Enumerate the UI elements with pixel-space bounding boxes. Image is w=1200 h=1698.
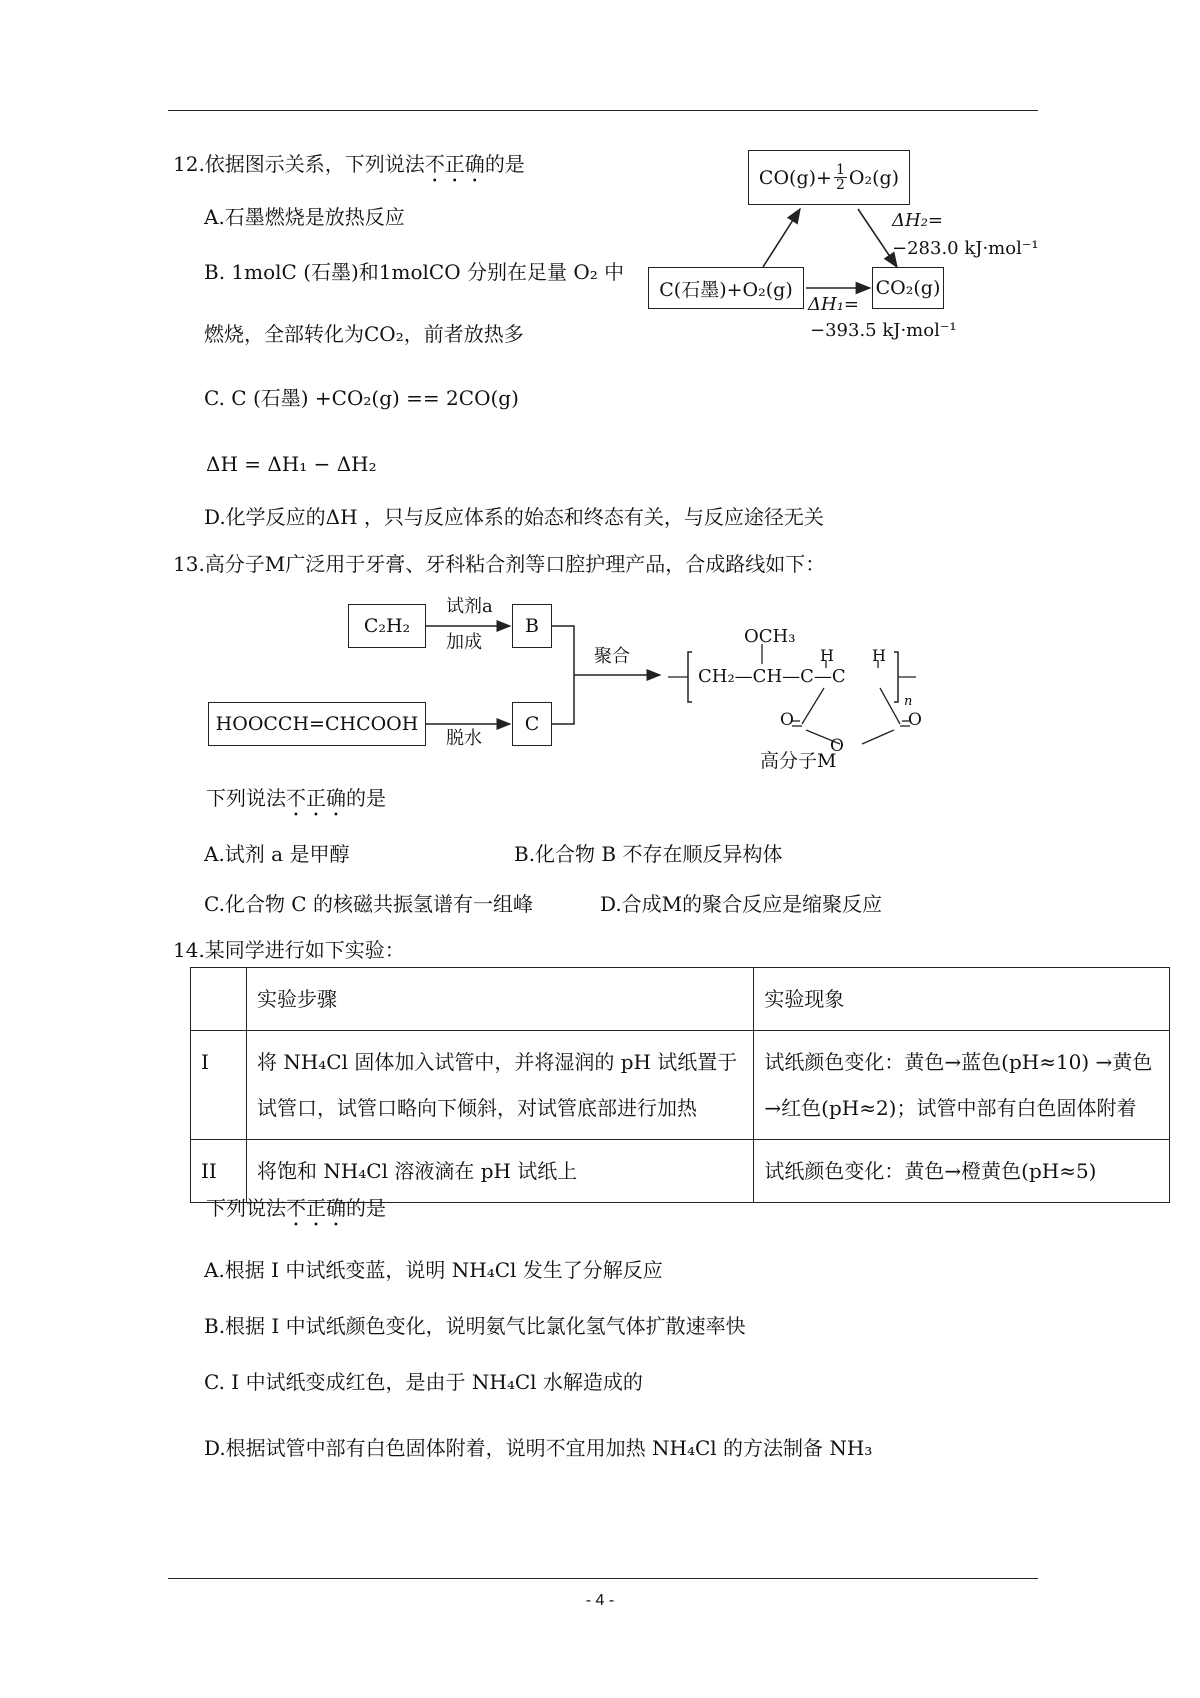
one-half-fraction: $\frac{1}{2}$ bbox=[835, 162, 845, 193]
q12-option-c-line1: C. C (石墨) +CO₂(g) == 2CO(g) bbox=[204, 386, 519, 410]
q12-option-a: A.石墨燃烧是放热反应 bbox=[204, 205, 405, 229]
row-phenomenon: 试纸颜色变化：黄色→橙黄色(pH≈5) bbox=[754, 1140, 1170, 1203]
q14-option-a: A.根据 I 中试纸变蓝，说明 NH₄Cl 发生了分解反应 bbox=[204, 1258, 663, 1282]
row-phenomenon: 试纸颜色变化：黄色→蓝色(pH≈10) →黄色→红色(pH≈2)；试管中部有白色固体附着 bbox=[754, 1031, 1170, 1140]
scheme-arrows bbox=[420, 590, 940, 790]
polymer-subscript-n: n bbox=[904, 694, 913, 709]
polymer-o-left: O bbox=[780, 710, 794, 730]
q12-option-c-line2: ΔH = ΔH₁ − ΔH₂ bbox=[206, 452, 377, 476]
scheme-polymerize-label: 聚合 bbox=[594, 646, 630, 667]
dh1-label: ΔH₁= bbox=[808, 294, 859, 315]
table-header-cell: 实验现象 bbox=[754, 968, 1170, 1031]
polymer-label: 高分子M bbox=[760, 750, 837, 772]
q14-stem: 14.某同学进行如下实验： bbox=[173, 938, 405, 962]
scheme-addition-label: 加成 bbox=[446, 632, 482, 653]
q13-option-b: B.化合物 B 不存在顺反异构体 bbox=[514, 842, 783, 866]
polymer-o-ring: O bbox=[830, 736, 844, 756]
scheme-bracket-lines bbox=[552, 626, 574, 724]
table-header-cell: 实验步骤 bbox=[246, 968, 753, 1031]
header-rule bbox=[168, 110, 1038, 111]
q13-option-a: A.试剂 a 是甲醇 bbox=[204, 842, 350, 866]
q13-stem: 13.高分子M广泛用于牙膏、牙科粘合剂等口腔护理产品，合成路线如下： bbox=[173, 552, 826, 576]
q13-option-c: C.化合物 C 的核磁共振氢谱有一组峰 bbox=[204, 892, 533, 916]
scheme-b-box: B bbox=[512, 604, 552, 648]
bond-ring-bottom-right bbox=[862, 730, 894, 744]
polymer-h1: H bbox=[820, 646, 834, 665]
scheme-dehydrate-label: 脱水 bbox=[446, 728, 482, 749]
bond-ring-right bbox=[880, 688, 900, 724]
row-id: II bbox=[191, 1140, 247, 1203]
q12-option-b-line2: 燃烧，全部转化为CO₂，前者放热多 bbox=[204, 322, 524, 346]
footer-rule bbox=[168, 1578, 1038, 1579]
scheme-c-box: C bbox=[512, 702, 552, 746]
q14-option-b: B.根据 I 中试纸颜色变化，说明氨气比氯化氢气体扩散速率快 bbox=[204, 1314, 746, 1338]
q12-stem: 12.依据图示关系，下列说法不正确的是 bbox=[173, 152, 525, 176]
scheme-acid-box: HOOCCH=CHCOOH bbox=[208, 702, 426, 746]
table-header-cell bbox=[191, 968, 247, 1031]
q14-option-d: D.根据试管中部有白色固体附着，说明不宜用加热 NH₄Cl 的方法制备 NH₃ bbox=[204, 1436, 873, 1460]
dh2-value: −283.0 kJ·mol⁻¹ bbox=[892, 238, 1039, 259]
table-header-row bbox=[191, 968, 1170, 1031]
q12-option-b-line1: B. 1molC (石墨)和1molCO 分别在足量 O₂ 中 bbox=[204, 260, 625, 284]
polymer-right-bracket bbox=[894, 652, 898, 702]
q14-option-c: C. I 中试纸变成红色，是由于 NH₄Cl 水解造成的 bbox=[204, 1370, 643, 1394]
table-row bbox=[191, 1031, 1170, 1140]
q12-option-d: D.化学反应的ΔH ，只与反应体系的始态和终态有关，与反应途径无关 bbox=[204, 505, 824, 529]
q13-sub-stem: 下列说法不正确的是 bbox=[206, 786, 386, 810]
experiment-table bbox=[190, 967, 1170, 1203]
polymer-h2: H bbox=[872, 646, 886, 665]
bond-ring-left bbox=[802, 688, 824, 724]
row-step: 将 NH₄Cl 固体加入试管中，并将湿润的 pH 试纸置于试管口，试管口略向下倾斜，对试管底部进行加热 bbox=[246, 1031, 753, 1140]
scheme-reagent-label: 试剂a bbox=[446, 596, 493, 617]
diagram-left-box: C(石墨)+O₂(g) bbox=[648, 267, 804, 309]
page-number: - 4 - bbox=[585, 1592, 615, 1609]
diagram-top-box: CO(g)+ $\frac{1}{2}$ O₂(g) bbox=[748, 150, 910, 205]
q13-option-d: D.合成M的聚合反应是缩聚反应 bbox=[600, 892, 883, 916]
row-id: I bbox=[191, 1031, 247, 1140]
dh2-label: ΔH₂= bbox=[892, 210, 943, 231]
polymer-och3: OCH₃ bbox=[744, 626, 796, 647]
polymer-chain: CH₂—CH—C—C bbox=[698, 666, 846, 687]
arrow-left-to-top bbox=[763, 209, 800, 267]
table-row bbox=[191, 1140, 1170, 1203]
q14-sub-stem: 下列说法不正确的是 bbox=[206, 1196, 386, 1220]
polymer-left-bracket bbox=[688, 652, 692, 702]
diagram-right-box: CO₂(g) bbox=[872, 267, 944, 309]
dh1-value: −393.5 kJ·mol⁻¹ bbox=[810, 320, 957, 341]
row-step: 将饱和 NH₄Cl 溶液滴在 pH 试纸上 bbox=[246, 1140, 753, 1203]
polymer-o-right: O bbox=[908, 710, 922, 730]
scheme-c2h2-box: C₂H₂ bbox=[348, 604, 426, 648]
